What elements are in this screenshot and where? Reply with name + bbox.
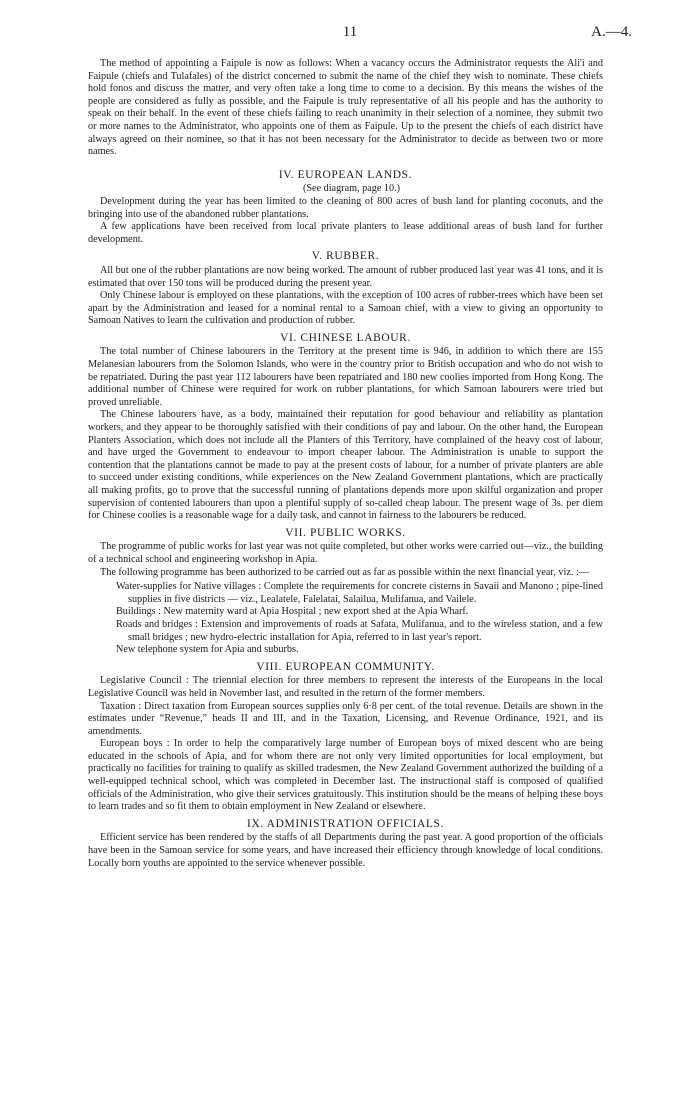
paragraph: The Chinese labourers have, as a body, maintained their reputation for good behaviour and reliability as plantation workers, and they appear to be thoroughly satisfied with their conditions of pay and labour. On the other hand, the European Planters Association, which does not include all the Planters of this Territory, have complained of the heavy cost of labour, and have urged the Government to endeavour to import cheaper labour. The Administration is unable to support the contention that the plantations cannot be made to pay at the present costs of labour, for a number of private planters are able to succeed under existing conditions, while experiences on the New Zealand Government plantations, which are practically all making profits, go to prove that the successful running of plantations depends more upon skilful organization and proper supervision of contented labourers than upon a plentiful supply of so-called cheap labour. The present wage of 3s. per diem for Chinese coolies is a reasonable wage for a daily task, and cannot in fairness to the labourers be reduced. bbox=[88, 409, 603, 522]
section-heading-chinese-labour: VI. CHINESE LABOUR. bbox=[280, 331, 411, 344]
paragraph: Taxation : Direct taxation from European sources supplies only 6·8 per cent. of the total revenue. Details are shown in the estimates under “Revenue,” heads II and III, and in the Taxation, Licensing, and Revenue Ordinance, 1921, and its amendments. bbox=[88, 700, 603, 737]
list-item: Buildings : New maternity ward at Apia Hospital ; new export shed at the Apia Wharf. bbox=[116, 606, 469, 618]
page-number: 11 bbox=[342, 24, 358, 40]
document-reference: A.—4. bbox=[591, 24, 632, 40]
section-heading-administration-officials: IX. ADMINISTRATION OFFICIALS. bbox=[247, 817, 444, 830]
paragraph: A few applications have been received from local private planters to lease additional areas of bush land for further development. bbox=[88, 221, 603, 245]
paragraph: Development during the year has been limited to the cleaning of 800 acres of bush land for planting coconuts, and the bringing into use of the abandoned rubber plantations. bbox=[88, 195, 603, 220]
paragraph: Only Chinese labour is employed on these plantations, with the exception of 100 acres of rubber-trees which have been set apart by the Administration and leased for a nominal rental to a Samoan chief, with a view to giving an opportunity to Samoan Natives to learn the cultivation and production of rubber. bbox=[88, 290, 603, 327]
list-item: Water-supplies for Native villages : Complete the requirements for concrete cisterns in Savaii and Manono ; pipe-lined supplies in five districts — viz., Lealatele, Falelatai, Salailua, Mulifanua, and Vailele. bbox=[116, 581, 603, 605]
section-heading-rubber: V. RUBBER. bbox=[311, 250, 380, 263]
paragraph: The method of appointing a Faipule is now as follows: When a vacancy occurs the Administrator requests the Ali'i and Faipule (chiefs and Tulafales) of the district concerned to submit the name of the chief they wish to nominate. These chiefs hold fonos and discuss the matter, and very often take a long time to come to a decision. By this means the wishes of the people are considered as fully as possible, and the Faipule is truly representative of all his people and has the authority to speak on their behalf. In the event of these chiefs failing to reach unanimity in their selection of a nominee, they submit two or more names to the Administrator, who appoints one of them as Faipule. Up to the present the chiefs of each district have always agreed on their nominee, so that it has not been necessary for the Administrator to decide as between two or more names. bbox=[88, 58, 603, 158]
paragraph: Legislative Council : The triennial election for three members to represent the interests of the Europeans in the local Legislative Council was held in November last, and resulted in the return of the former members. bbox=[88, 675, 603, 699]
paragraph: The total number of Chinese labourers in the Territory at the present time is 946, in addition to which there are 155 Melanesian labourers from the Solomon Islands, who were in the country prior to British occupation and who do not wish to be repatriated. During the past year 112 labourers have been repatriated and 180 new coolies imported from Hong Kong. The additional number of Chinese were required for work on rubber plantations, for which Samoan labourers were tried but proved unreliable. bbox=[88, 346, 603, 408]
paragraph: European boys : In order to help the comparatively large number of European boys of mixed descent who are being educated in the schools of Apia, and for whom there are not only very limited opportunities for local employment, but practically no facilities for training to qualify as skilled tradesmen, the New Zealand Government authorized the building of a well-equipped technical school, which was completed in December last. The instructional staff is composed of qualified officials of the Administration, who give their services gratuitously. This institution should be the means of helping these boys to learn trades and so fit them to obtain employment in New Zealand or elsewhere. bbox=[88, 738, 603, 813]
paragraph: Efficient service has been rendered by the staffs of all Departments during the past year. A good proportion of the officials have been in the Samoan service for some years, and have increased their efficiency through knowledge of local conditions. Locally born youths are appointed to the service whenever possible. bbox=[88, 832, 603, 869]
paragraph: All but one of the rubber plantations are now being worked. The amount of rubber produced last year was 41 tons, and it is estimated that over 150 tons will be produced during the present year. bbox=[88, 264, 603, 289]
works-list bbox=[116, 581, 603, 657]
list-item: New telephone system for Apia and suburbs. bbox=[116, 644, 299, 656]
paragraph: The programme of public works for last year was not quite completed, but other works were carried out—viz., the building of a technical school and engineering workshop in Apia. bbox=[88, 541, 603, 565]
section-heading-european-lands: IV. EUROPEAN LANDS. bbox=[278, 168, 413, 181]
paragraph: The following programme has been authorized to be carried out as far as possible within the next financial year, viz. :— bbox=[100, 566, 589, 578]
document-body bbox=[88, 58, 603, 870]
section-heading-european-community: VIII. EUROPEAN COMMUNITY. bbox=[256, 660, 435, 673]
list-item: Roads and bridges : Extension and improvements of roads at Safata, Mulifanua, and to the wireless station, and a few small bridges ; new hydro-electric installation for Apia, referred to in last year's report. bbox=[116, 618, 603, 643]
section-subheading: (See diagram, page 10.) bbox=[302, 183, 401, 195]
section-heading-public-works: VII. PUBLIC WORKS. bbox=[285, 526, 406, 539]
